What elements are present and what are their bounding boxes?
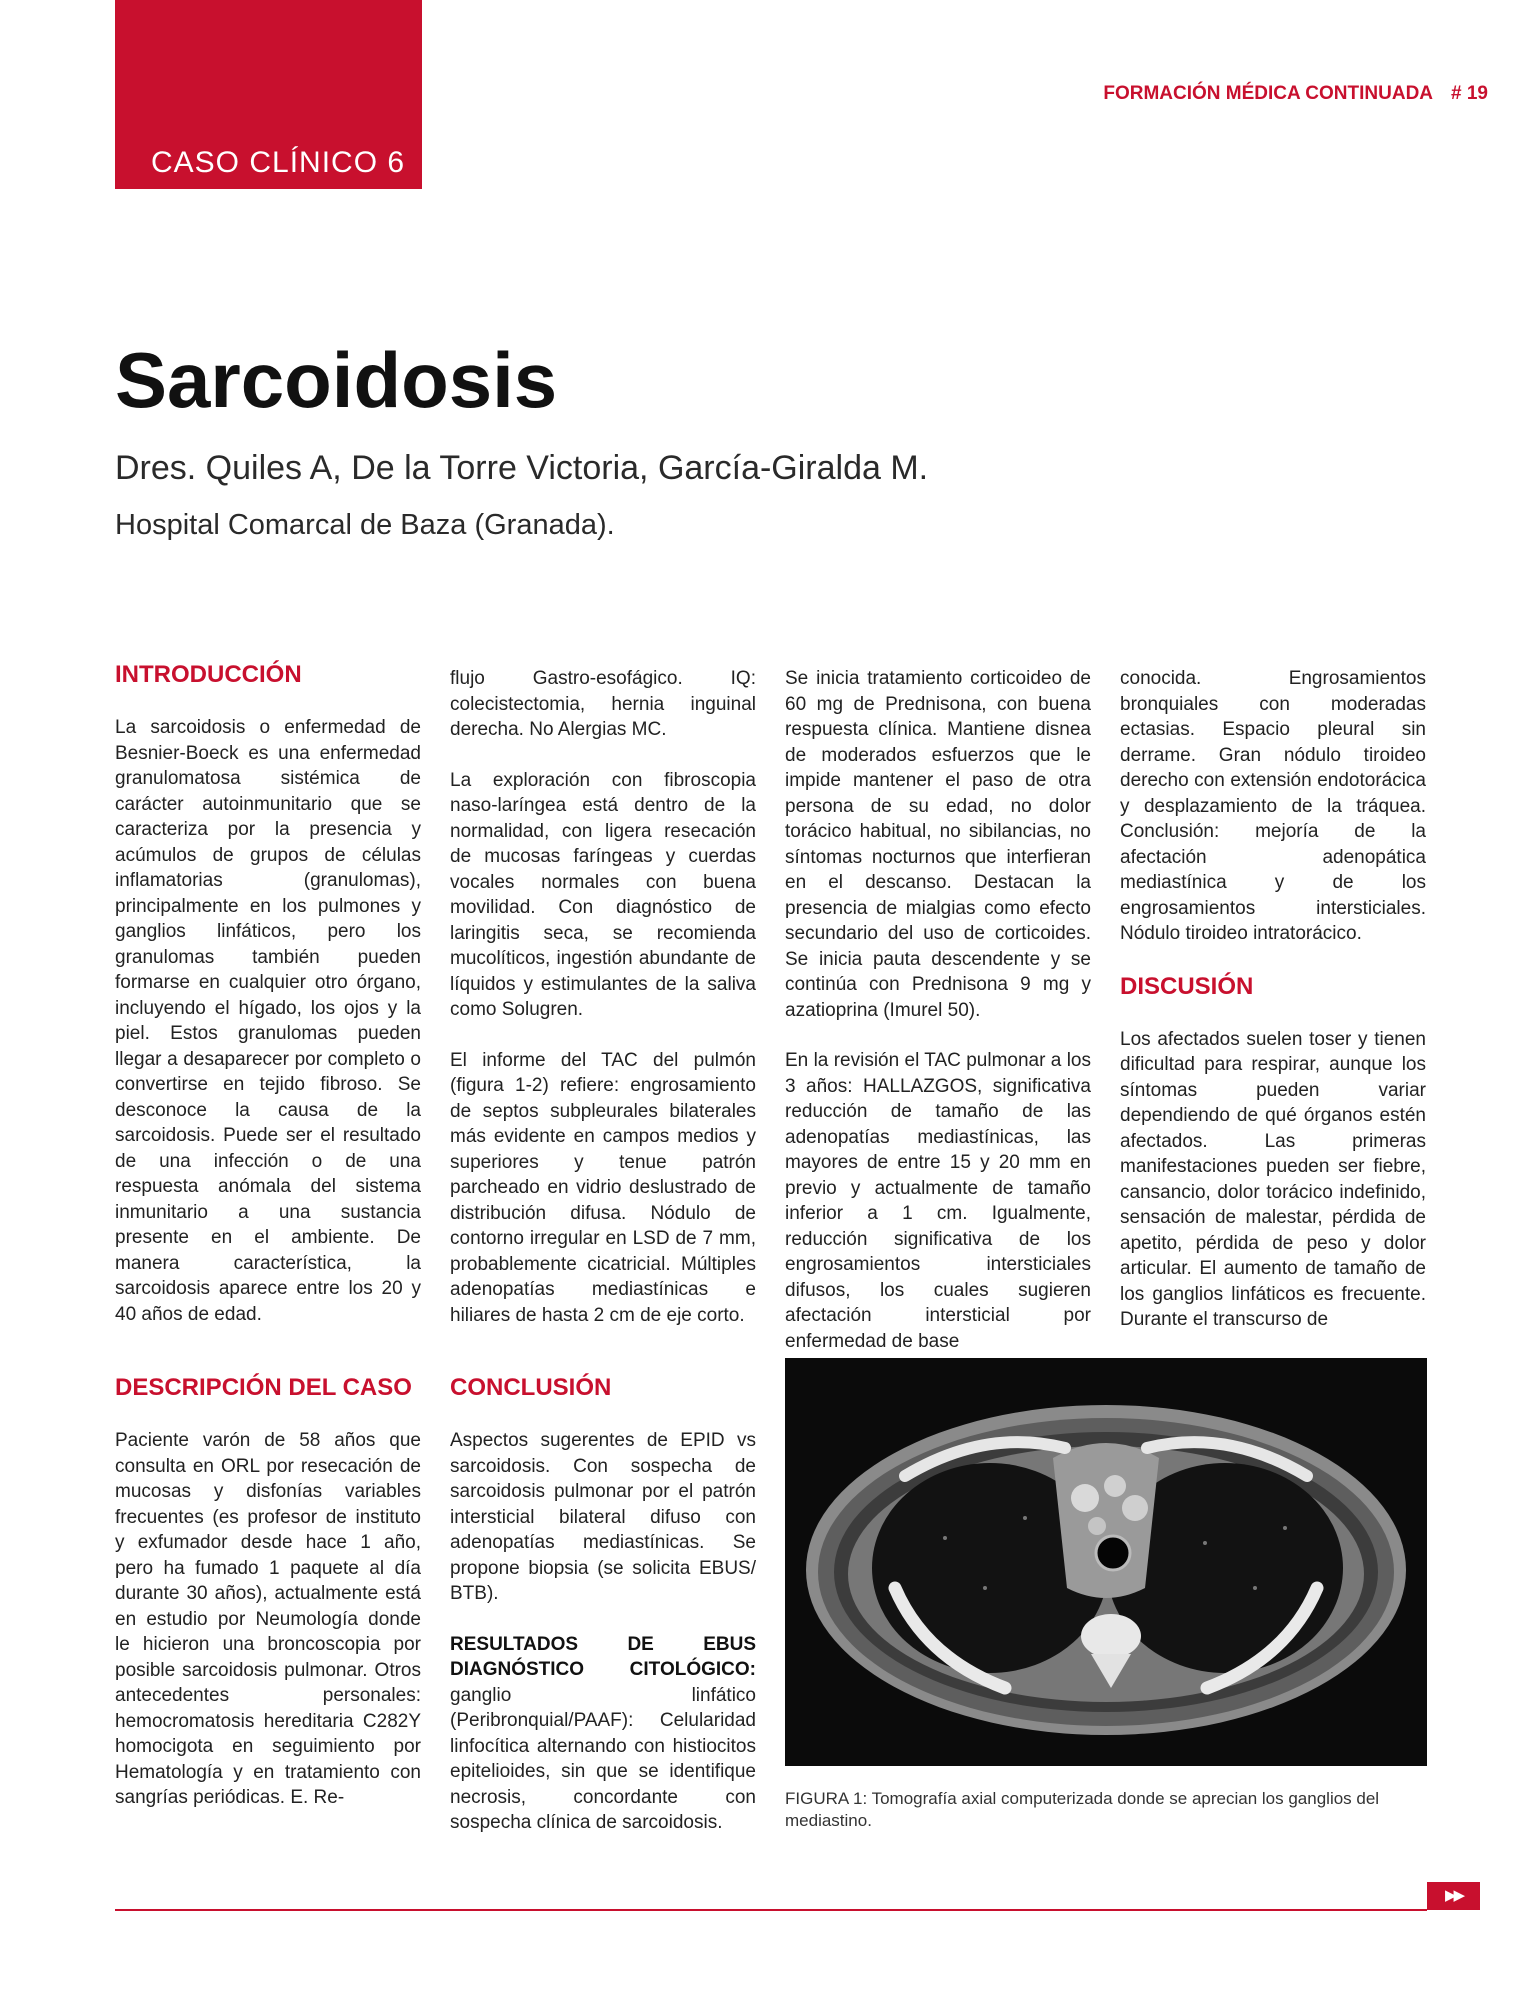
heading-descripcion: DESCRIPCIÓN DEL CASO [115,1374,412,1401]
column-4-text [1120,666,1426,1333]
footer-rule [115,1909,1427,1911]
section-descripcion [115,1373,421,1811]
column-2-text [450,666,756,1328]
paragraph: flujo Gastro-esofágico. IQ: colecistectomia, hernia inguinal derecha. No Alergias MC. [450,668,756,740]
heading-conclusion: CONCLUSIÓN [450,1374,612,1401]
ebus-label: RESULTADOS DE EBUS DIAGNÓSTICO CITOLÓGICO: [450,1633,756,1680]
ebus-paragraph [450,1632,756,1836]
paragraph: La exploración con fibroscopia naso-laríngea está dentro de la normalidad, con ligera resecación de mucosas faríngeas y cuerdas vocales normales con buena movilidad. Con diagnóstico de laringitis seca, se recomienda mucolíticos, ingestión abundante de líquidos y estimulantes de la saliva como Solugren. [450,769,756,1020]
page-number: # 19 [1451,83,1488,104]
next-page-arrow-icon[interactable]: ▶▶ [1427,1882,1480,1910]
heading-discusion: DISCUSIÓN [1120,972,1254,1000]
ct-scan-illustration [785,1358,1427,1766]
section-conclusion [450,1373,756,1836]
paragraph: Aspectos sugerentes de EPID vs sarcoidosis. Con sospecha de sarcoidosis pulmonar por el patrón intersticial bilateral difuso con adenopatías mediastínicas. Se propone biopsia (se solicita EBUS/ BTB). [450,1430,756,1604]
article-affiliation: Hospital Comarcal de Baza (Granada). [115,509,615,541]
section-introduccion [115,660,421,1327]
article-title: Sarcoidosis [115,336,558,424]
paragraph: El informe del TAC del pulmón (figura 1-2) refiere: engrosamiento de septos subpleurales bilaterales más evidente en campos medios y superiores y tenue patrón parcheado en vidrio deslustrado de distribución difusa. Nódulo de contorno irregular en LSD de 7 mm, probablemente cicatricial. Múltiples adenopatías mediastínicas e hiliares de hasta 2 cm de eje corto. [450,1049,756,1326]
figure-caption: FIGURA 1: Tomografía axial computerizada donde se aprecian los ganglios del mediastino. [785,1789,1380,1830]
article-authors: Dres. Quiles A, De la Torre Victoria, García-Giralda M. [115,449,929,487]
ebus-text: ganglio linfático (Peribronquial/PAAF): Celularidad linfocítica alternando con histiocitos epitelioides, sin que se identifique necrosis, concordante con sospecha clínica de sarcoidosis. [450,1684,756,1833]
heading-introduccion: INTRODUCCIÓN [115,661,302,688]
running-header [1103,83,1488,105]
paragraph: Se inicia tratamiento corticoideo de 60 mg de Prednisona, con buena respuesta clínica. Mantiene disnea de moderados esfuerzos que le impide mantener el paso de otra persona de su edad, no dolor torácico habitual, no sibilancias, no síntomas nocturnos que interfieran en el descanso. Destacan la presencia de mialgias como efecto secundario del uso de corticoides. Se inicia pauta descendente y se continúa con Prednisona 9 mg y azatioprina (Imurel 50). [785,668,1091,1021]
column-3-text [785,666,1091,1354]
axial-ct-thorax-image [785,1358,1427,1766]
section-tag [115,0,422,189]
paragraph: En la revisión el TAC pulmonar a los 3 años: HALLAZGOS, significativa reducción de tamaño de las adenopatías mediastínicas, las mayores de entre 15 y 20 mm en previo y actualmente de tamaño inferior a 1 cm. Igualmente, reducción significativa de los engrosamientos intersticiales difusos, los cuales sugieren afectación intersticial por enfermedad de base [785,1050,1091,1352]
paragraph: La sarcoidosis o enfermedad de Besnier-Boeck es una enfermedad granulomatosa sistémica de carácter autoinmunitario que se caracteriza por la presencia y acúmulos de grupos de células inflamatorias (granulomas), principalmente en los pulmones y ganglios linfáticos, pero los granulomas también pueden formarse en cualquier otro órgano, incluyendo el hígado, los ojos y la piel. Estos granulomas pueden llegar a desaparecer por completo o convertirse en tejido fibroso. Se desconoce la causa de la sarcoidosis. Puede ser el resultado de una infección o de una respuesta anómala del sistema inmunitario a una sustancia presente en el ambiente. De manera característica, la sarcoidosis aparece entre los 20 y 40 años de edad. [115,717,421,1325]
paragraph: conocida. Engrosamientos bronquiales con moderadas ectasias. Espacio pleural sin derrame. Gran nódulo tiroideo derecho con extensión endotorácica y desplazamiento de la tráquea. Conclusión: mejoría de la afectación adenopática mediastínica y de los engrosamientos intersticiales. Nódulo tiroideo intratorácico. [1120,668,1426,944]
paragraph: Los afectados suelen toser y tienen dificultad para respirar, aunque los síntomas pueden variar dependiendo de qué órganos estén afectados. Las primeras manifestaciones pueden ser fiebre, cansancio, dolor torácico indefinido, sensación de malestar, pérdida de apetito, pérdida de peso y dolor articular. El aumento de tamaño de los ganglios linfáticos es frecuente. Durante el transcurso de [1120,1028,1426,1330]
section-name: FORMACIÓN MÉDICA CONTINUADA [1103,83,1434,104]
paragraph: Paciente varón de 58 años que consulta en ORL por resecación de mucosas y disfonías variables frecuentes (es profesor de instituto y exfumador desde hace 1 año, pero ha fumado 1 paquete al día durante 30 años), actualmente está en estudio por Neumología donde le hicieron una broncoscopia por posible sarcoidosis pulmonar. Otros antecedentes personales: hemocromatosis hereditaria C282Y homocigota en seguimiento por Hematología y en tratamiento con sangrías periódicas. E. Re- [115,1430,421,1808]
section-tag-label: CASO CLÍNICO 6 [151,146,406,179]
